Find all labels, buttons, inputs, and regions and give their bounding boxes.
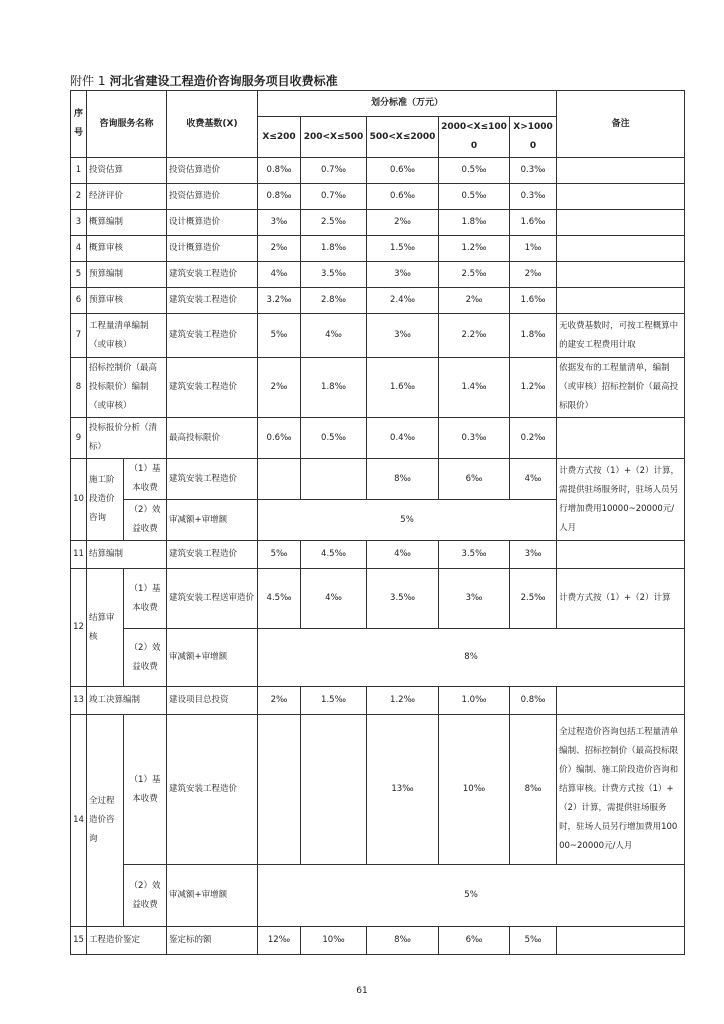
row-base: 投资估算造价 xyxy=(167,158,258,184)
row-base: 设计概算造价 xyxy=(167,210,258,236)
table-row xyxy=(71,418,685,459)
row-no: 10 xyxy=(71,459,87,541)
header-range: X≤200 xyxy=(258,117,301,158)
row-rate: 4‰ xyxy=(367,541,439,569)
title-text: 河北省建设工程造价咨询服务项目收费标准 xyxy=(109,74,338,88)
row-rate xyxy=(258,459,301,500)
table-row xyxy=(71,288,685,314)
row-rate: 2‰ xyxy=(439,288,510,314)
row-rate: 1.2‰ xyxy=(367,687,439,715)
row-service: 投资估算 xyxy=(87,158,167,184)
row-service: 工程造价鉴定 xyxy=(87,927,167,955)
row-no: 2 xyxy=(71,184,87,210)
row-no: 13 xyxy=(71,687,87,715)
row-no: 4 xyxy=(71,236,87,262)
row-rate: 2‰ xyxy=(258,687,301,715)
row-rate: 0.7‰ xyxy=(301,184,367,210)
row-rate: 1.8‰ xyxy=(510,314,557,358)
row-rate: 3‰ xyxy=(258,210,301,236)
row-base: 最高投标限价 xyxy=(167,418,258,459)
row-subitem: （1）基本收费 xyxy=(124,715,167,865)
row-rate: 4‰ xyxy=(510,459,557,500)
row-rate: 0.4‰ xyxy=(367,418,439,459)
row-rate: 2.5‰ xyxy=(301,210,367,236)
row-subitem: （1）基本收费 xyxy=(124,459,167,500)
row-rate: 2.8‰ xyxy=(301,288,367,314)
row-rate: 1.5‰ xyxy=(367,236,439,262)
row-rate: 2‰ xyxy=(367,210,439,236)
table-row xyxy=(71,314,685,358)
row-no: 15 xyxy=(71,927,87,955)
row-rate: 2.5‰ xyxy=(439,262,510,288)
page-title xyxy=(70,72,338,89)
row-service: 竣工决算编制 xyxy=(87,687,167,715)
row-rate: 0.3‰ xyxy=(439,418,510,459)
row-rate: 0.6‰ xyxy=(258,418,301,459)
row-rate: 0.3‰ xyxy=(510,158,557,184)
row-no: 5 xyxy=(71,262,87,288)
row-subitem: （2）效益收费 xyxy=(124,865,167,927)
row-subitem: （1）基本收费 xyxy=(124,569,167,629)
row-rate xyxy=(301,715,367,865)
row-base: 鉴定标的额 xyxy=(167,927,258,955)
row-rate: 3.5‰ xyxy=(301,262,367,288)
header-seq: 序号 xyxy=(71,91,87,158)
row-rate: 3.2‰ xyxy=(258,288,301,314)
row-base: 建筑安装工程造价 xyxy=(167,314,258,358)
row-rate: 8‰ xyxy=(367,459,439,500)
row-rate: 4‰ xyxy=(258,262,301,288)
row-service: 招标控制价（最高投标限价）编制（或审核） xyxy=(87,358,167,418)
row-rate: 10‰ xyxy=(301,927,367,955)
row-rate: 5‰ xyxy=(510,927,557,955)
table-row xyxy=(71,927,685,955)
row-remark: 计费方式按（1）+（2）计算 xyxy=(557,569,685,629)
row-base: 建筑安装工程送审造价 xyxy=(167,569,258,629)
row-no: 3 xyxy=(71,210,87,236)
row-rate: 12‰ xyxy=(258,927,301,955)
row-rate: 1.6‰ xyxy=(510,288,557,314)
row-service: 工程量清单编制（或审核） xyxy=(87,314,167,358)
row-rate: 1.8‰ xyxy=(301,358,367,418)
row-service: 施工阶段造价咨询 xyxy=(87,459,124,541)
row-rate: 13‰ xyxy=(367,715,439,865)
row-no: 12 xyxy=(71,569,87,687)
row-service: 结算审核 xyxy=(87,569,124,687)
row-rate: 0.5‰ xyxy=(301,418,367,459)
row-rate: 1.6‰ xyxy=(367,358,439,418)
row-no: 1 xyxy=(71,158,87,184)
row-base: 建筑安装工程造价 xyxy=(167,288,258,314)
row-base: 审减额+审增额 xyxy=(167,629,258,687)
row-subitem: （2）效益收费 xyxy=(124,629,167,687)
row-remark xyxy=(557,288,685,314)
row-service: 全过程造价咨询 xyxy=(87,715,124,927)
row-no: 11 xyxy=(71,541,87,569)
row-service: 投标报价分析（清标） xyxy=(87,418,167,459)
row-rate: 3‰ xyxy=(439,569,510,629)
row-rate: 2‰ xyxy=(258,236,301,262)
row-rate: 1.2‰ xyxy=(439,236,510,262)
row-service: 概算审核 xyxy=(87,236,167,262)
attachment-label: 附件 1 xyxy=(70,74,106,88)
row-base: 投资估算造价 xyxy=(167,184,258,210)
row-remark: 无收费基数时，可按工程概算中的建安工程费用计取 xyxy=(557,314,685,358)
row-rate: 0.5‰ xyxy=(439,158,510,184)
row-no: 6 xyxy=(71,288,87,314)
header-range: X>10000 xyxy=(510,117,557,158)
table-row xyxy=(71,569,685,629)
row-rate: 3.5‰ xyxy=(439,541,510,569)
row-base: 设计概算造价 xyxy=(167,236,258,262)
row-rate: 0.5‰ xyxy=(439,184,510,210)
row-rate: 0.3‰ xyxy=(510,184,557,210)
row-base: 审减额+审增额 xyxy=(167,500,258,541)
row-rate: 5% xyxy=(258,865,685,927)
table-row xyxy=(71,236,685,262)
table-row xyxy=(71,715,685,865)
row-rate: 8‰ xyxy=(367,927,439,955)
row-rate: 2‰ xyxy=(510,262,557,288)
row-rate: 1.4‰ xyxy=(439,358,510,418)
row-rate: 0.2‰ xyxy=(510,418,557,459)
row-service: 结算编制 xyxy=(87,541,167,569)
row-rate: 1‰ xyxy=(510,236,557,262)
fee-table xyxy=(70,90,685,955)
table-row xyxy=(71,459,685,500)
row-remark xyxy=(557,262,685,288)
header-range: 200<X≤500 xyxy=(301,117,367,158)
row-rate: 5‰ xyxy=(258,541,301,569)
row-rate: 8‰ xyxy=(510,715,557,865)
row-rate: 2.4‰ xyxy=(367,288,439,314)
row-rate: 0.6‰ xyxy=(367,184,439,210)
row-remark xyxy=(557,210,685,236)
row-rate: 0.8‰ xyxy=(510,687,557,715)
row-rate: 1.8‰ xyxy=(301,236,367,262)
row-rate xyxy=(301,459,367,500)
row-rate: 1.8‰ xyxy=(439,210,510,236)
row-no: 9 xyxy=(71,418,87,459)
row-rate: 1.6‰ xyxy=(510,210,557,236)
table-row xyxy=(71,865,685,927)
row-rate: 2.5‰ xyxy=(510,569,557,629)
header-base: 收费基数(X) xyxy=(167,91,258,158)
table-row xyxy=(71,687,685,715)
row-rate: 8% xyxy=(258,629,685,687)
table-row xyxy=(71,629,685,687)
table-row xyxy=(71,262,685,288)
row-no: 8 xyxy=(71,358,87,418)
row-remark xyxy=(557,158,685,184)
row-remark: 依据发布的工程量清单，编制（或审核）招标控制价（最高投标限价） xyxy=(557,358,685,418)
row-rate: 2‰ xyxy=(258,358,301,418)
row-remark xyxy=(557,236,685,262)
row-rate: 3‰ xyxy=(510,541,557,569)
table-row xyxy=(71,210,685,236)
row-rate: 1.0‰ xyxy=(439,687,510,715)
row-rate: 0.7‰ xyxy=(301,158,367,184)
row-service: 概算编制 xyxy=(87,210,167,236)
header-range: 2000<X≤1000 xyxy=(439,117,510,158)
page-number: 61 xyxy=(356,986,368,996)
table-row xyxy=(71,541,685,569)
row-rate: 6‰ xyxy=(439,927,510,955)
row-rate: 5% xyxy=(258,500,557,541)
header-service: 咨询服务名称 xyxy=(87,91,167,158)
row-base: 建筑安装工程造价 xyxy=(167,459,258,500)
row-rate xyxy=(258,715,301,865)
header-standard: 划分标准（万元） xyxy=(258,91,557,117)
row-rate: 3‰ xyxy=(367,314,439,358)
row-service: 预算审核 xyxy=(87,288,167,314)
row-rate: 0.6‰ xyxy=(367,158,439,184)
row-base: 建筑安装工程造价 xyxy=(167,358,258,418)
row-subitem: （2）效益收费 xyxy=(124,500,167,541)
row-service: 预算编制 xyxy=(87,262,167,288)
header-remark: 备注 xyxy=(557,91,685,158)
row-rate: 1.2‰ xyxy=(510,358,557,418)
row-rate: 5‰ xyxy=(258,314,301,358)
row-rate: 10‰ xyxy=(439,715,510,865)
table-row xyxy=(71,158,685,184)
row-remark: 全过程造价咨询包括工程量清单编制、招标控制价（最高投标限价）编制、施工阶段造价咨询和结算审核。计费方式按（1）+（2）计算，需提供驻场服务时，驻场人员另行增加费用10000~20000元/人月 xyxy=(557,715,685,865)
row-rate: 0.8‰ xyxy=(258,158,301,184)
table-row xyxy=(71,184,685,210)
row-base: 建筑安装工程造价 xyxy=(167,715,258,865)
row-rate: 6‰ xyxy=(439,459,510,500)
row-rate: 4‰ xyxy=(301,314,367,358)
row-no: 7 xyxy=(71,314,87,358)
row-service: 经济评价 xyxy=(87,184,167,210)
row-rate: 4.5‰ xyxy=(258,569,301,629)
row-base: 建筑安装工程造价 xyxy=(167,541,258,569)
row-remark xyxy=(557,418,685,459)
row-rate: 4.5‰ xyxy=(301,541,367,569)
row-base: 建筑安装工程造价 xyxy=(167,262,258,288)
row-remark: 计费方式按（1）+（2）计算，需提供驻场服务时，驻场人员另行增加费用10000~20000元/人月 xyxy=(557,459,685,541)
header-range: 500<X≤2000 xyxy=(367,117,439,158)
row-no: 14 xyxy=(71,715,87,927)
row-base: 审减额+审增额 xyxy=(167,865,258,927)
row-rate: 1.5‰ xyxy=(301,687,367,715)
row-remark xyxy=(557,184,685,210)
row-rate: 2.2‰ xyxy=(439,314,510,358)
row-rate: 3.5‰ xyxy=(367,569,439,629)
row-rate: 4‰ xyxy=(301,569,367,629)
row-base: 建设项目总投资 xyxy=(167,687,258,715)
table-row xyxy=(71,358,685,418)
row-rate: 0.8‰ xyxy=(258,184,301,210)
row-rate: 3‰ xyxy=(367,262,439,288)
